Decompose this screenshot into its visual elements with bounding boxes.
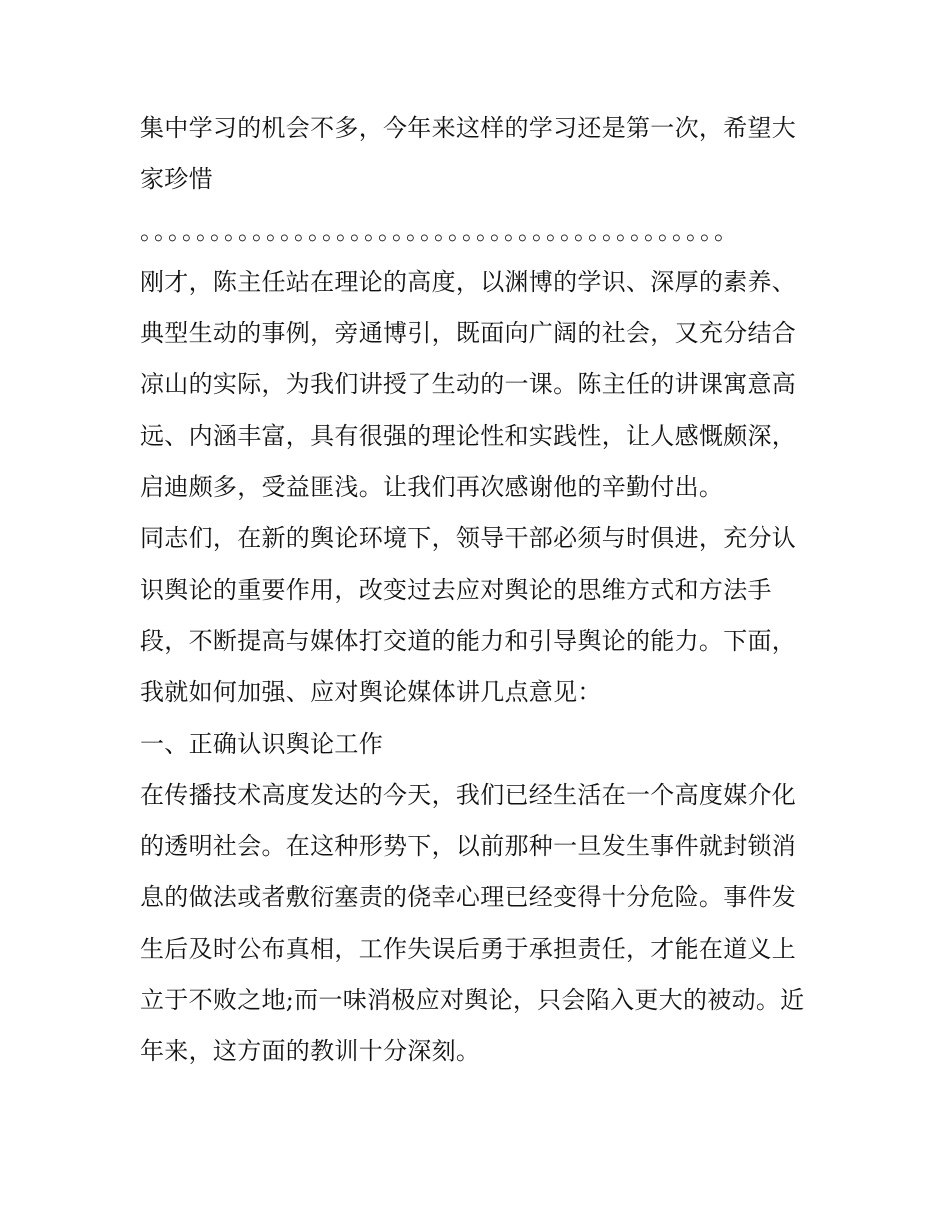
paragraph-comrades: 同志们，在新的舆论环境下，领导干部必须与时俱进，充分认识舆论的重要作用，改变过去应对舆论的思维方式和方法手段，不断提高与媒体打交道的能力和引导舆论的能力。下面，我就如何加强、应对舆论媒体讲几点意见：: [140, 524, 797, 707]
section-heading-1: 一、正确认识舆论工作: [140, 729, 383, 758]
document-body: [140, 103, 815, 1078]
paragraph-thanks: 刚才，陈主任站在理论的高度，以渊博的学识、深厚的素养、典型生动的事例，旁通博引，既面向广阔的社会，又充分结合凉山的实际，为我们讲授了生动的一课。陈主任的讲课寓意高远、内涵丰富，具有很强的理论性和实践性，让人感慨颇深，启迪颇多，受益匪浅。让我们再次感谢他的辛勤付出。: [140, 267, 797, 502]
ellipsis-dots: 。。。。。。。。。。。。。。。。。。。。。。。。。。。。。。。。。。。。。。。。。。: [140, 216, 740, 245]
paragraph-section-1: 在传播技术高度发达的今天，我们已经生活在一个高度媒介化的透明社会。在这种形势下，以前那种一旦发生事件就封锁消息的做法或者敷衍塞责的侥幸心理已经变得十分危险。事件发生后及时公布真相，工作失误后勇于承担责任，才能在道义上立于不败之地;而一味消极应对舆论，只会陷入更大的被动。近年来，这方面的教训十分深刻。: [140, 780, 805, 1066]
paragraph-intro: 集中学习的机会不多，今年来这样的学习还是第一次，希望大家珍惜: [140, 114, 797, 194]
